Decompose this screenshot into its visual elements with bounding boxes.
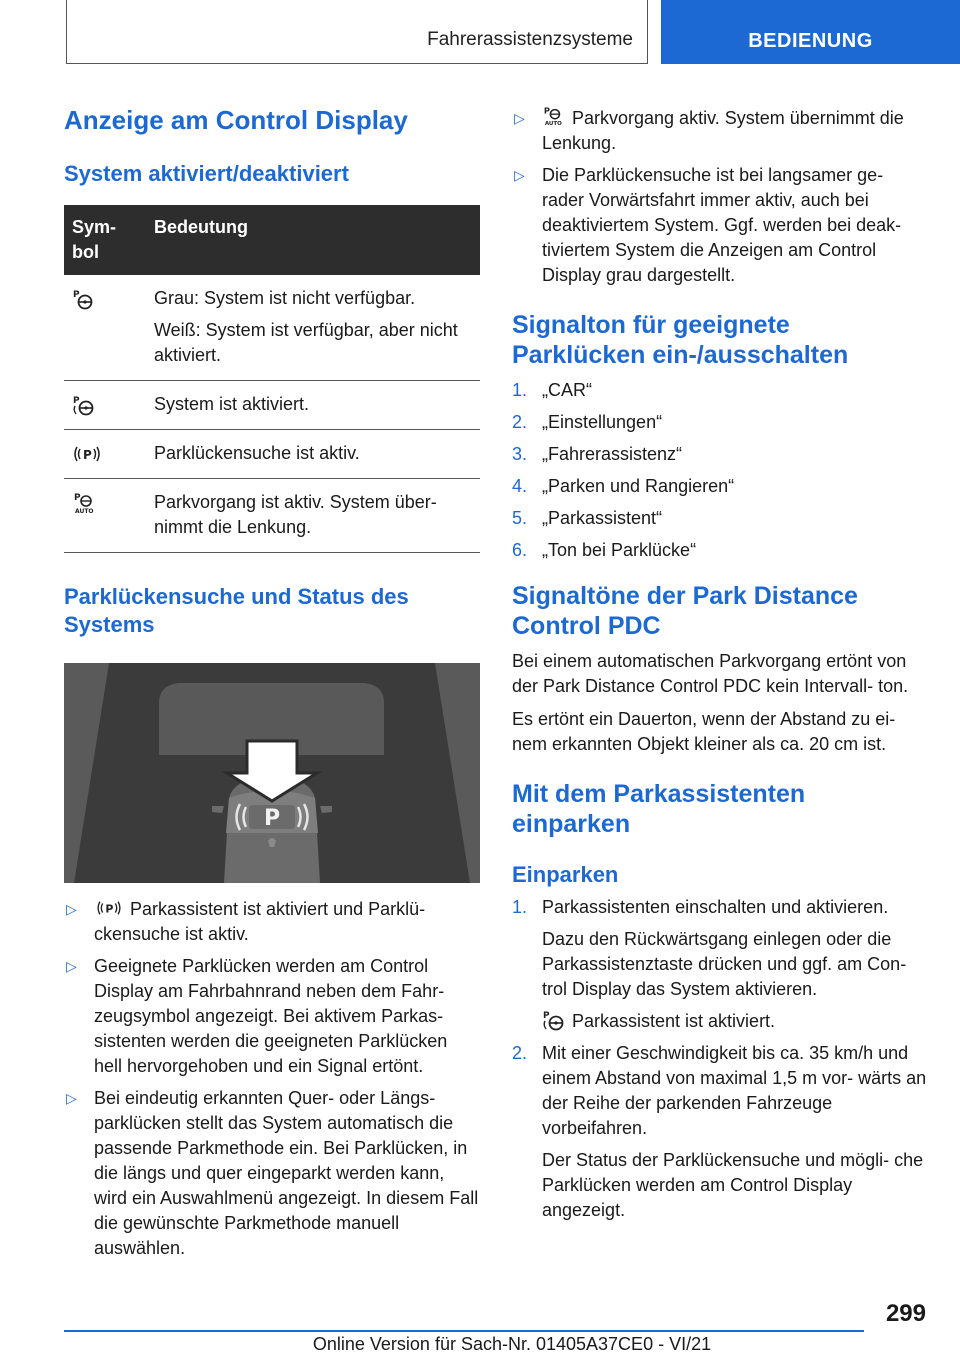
bullet-text: Parkassistent ist aktiviert und Parklü‐ ckensuche ist aktiv. xyxy=(94,899,426,944)
row4-text: Parkvorgang ist aktiv. System über‐ nimmt die Lenkung. xyxy=(154,492,437,537)
heading-pdc-tones: Signaltöne der Park Distance Control PDC xyxy=(512,582,858,640)
svg-text:P: P xyxy=(74,493,81,504)
list-item xyxy=(512,163,928,288)
list-item xyxy=(512,106,928,156)
col-symbol: Sym‐ bol xyxy=(64,205,146,275)
triangle-bullet-icon: ▷ xyxy=(514,167,525,183)
heading-park-assistant: Mit dem Parkassistenten einparken xyxy=(512,780,806,838)
left-column xyxy=(64,100,480,1268)
parking-steering-active-icon xyxy=(72,394,96,416)
triangle-bullet-icon: ▷ xyxy=(66,901,77,917)
parking-steps-list xyxy=(512,895,928,1223)
parking-search-icon xyxy=(94,898,124,918)
illustration-graphic xyxy=(64,663,480,883)
bullet-text: Die Parklückensuche ist bei langsamer ge‐ rader Vorwärtsfahrt immer aktiv, auch bei deaktiviertem System. Ggf. werden bei deak‐ tiviertem System die Anzeigen am Control Display grau dargestellt. xyxy=(542,165,902,285)
heading-einparken: Einparken xyxy=(512,862,619,887)
list-item: 5. „Parkassistent“ xyxy=(512,508,663,528)
list-item: 6. „Ton bei Parklücke“ xyxy=(512,540,697,560)
triangle-bullet-icon: ▷ xyxy=(66,1090,77,1106)
svg-text:P: P xyxy=(73,396,80,407)
heading-system-status: System aktiviert/deaktiviert xyxy=(64,161,349,186)
heading-signal-tone: Signalton für geeignete Parklücken ein-/ausschalten xyxy=(512,311,849,369)
list-item xyxy=(64,1086,480,1261)
list-item: 4. „Parken und Rangieren“ xyxy=(512,476,735,496)
svg-text:P: P xyxy=(105,902,114,916)
svg-text:P: P xyxy=(543,1011,550,1022)
bullet-text: Bei eindeutig erkannten Quer- oder Längs‐ parklücken stellt das System automatisch die passende Parkmethode ein. Bei Parklücken, in die längs und quer eingeparkt werden kann, wird ein Auswahlmenü angezeigt. In diesem Fall die gewünschte Parkmethode manuell auswählen. xyxy=(94,1088,479,1258)
table-row xyxy=(64,479,480,553)
header-chapter-tab: BEDIENUNG xyxy=(661,0,960,64)
svg-text:AUTO: AUTO xyxy=(544,121,562,128)
list-item xyxy=(64,897,480,947)
svg-text:P: P xyxy=(73,290,80,301)
heading-search-status: Parklückensuche und Status des Systems xyxy=(64,584,409,637)
signal-steps-list xyxy=(512,378,928,563)
row1-text-white: Weiß: System ist verfügbar, aber nicht aktiviert. xyxy=(154,320,458,365)
parking-auto-icon xyxy=(72,491,98,515)
list-item: 2. „Einstellungen“ xyxy=(512,412,663,432)
parking-steering-active-icon xyxy=(542,1009,566,1031)
list-item: 1. Parkassistenten einschalten und aktivieren. Dazu den Rückwärtsgang einlegen oder die Parkassistenztaste drücken und ggf. am Con‐ trol Display das System aktivieren. P Parkassistent ist aktiviert. xyxy=(512,897,907,1031)
pdc-paragraph-2: Es ertönt ein Dauerton, wenn der Abstand zu ei‐ nem erkannten Objekt kleiner als ca. 20 cm ist. xyxy=(512,709,896,754)
table-row xyxy=(64,381,480,430)
triangle-bullet-icon: ▷ xyxy=(514,110,525,126)
bullet-text: Geeignete Parklücken werden am Control Display am Fahrbahnrand neben dem Fahr‐ zeugsymbol angezeigt. Bei aktivem Parkas‐ sistenten werden die geeigneten Parklücken hell hervorgehoben und ein Signal ertönt. xyxy=(94,956,448,1076)
svg-text:P: P xyxy=(83,448,92,463)
row1-text-grey: Grau: System ist nicht verfügbar. xyxy=(154,288,416,308)
process-bullet-list xyxy=(512,106,928,288)
page-header xyxy=(0,0,960,66)
list-item: 2. Mit einer Geschwindigkeit bis ca. 35 km/h und einem Abstand von maximal 1,5 m vor‐ wärts an der Reihe der parkenden Fahrzeuge vorbeifahren. Der Status der Parklückensuche und mögli‐ che Parklücken werden am Control Display angezeigt. xyxy=(512,1043,927,1220)
symbol-table-header xyxy=(64,205,480,275)
table-row xyxy=(64,275,480,381)
parking-steering-icon xyxy=(72,288,94,310)
col-meaning: Bedeutung xyxy=(146,205,480,275)
illustration-parking-letter: P xyxy=(263,806,281,831)
row2-text: System ist aktiviert. xyxy=(154,394,310,414)
row3-text: Parklückensuche ist aktiv. xyxy=(154,443,360,463)
list-item: 3. „Fahrerassistenz“ xyxy=(512,444,683,464)
header-section-title: Fahrerassistenzsysteme xyxy=(66,0,648,64)
heading-control-display: Anzeige am Control Display xyxy=(64,105,408,135)
svg-text:AUTO: AUTO xyxy=(75,508,94,516)
svg-text:P: P xyxy=(543,105,550,116)
table-row xyxy=(64,430,480,479)
pdc-paragraph-1: Bei einem automatischen Parkvorgang ertönt von der Park Distance Control PDC kein Intervall‐ ton. xyxy=(512,651,909,696)
footer-divider xyxy=(64,1330,864,1332)
parking-auto-icon xyxy=(542,105,566,127)
page-number: 299 xyxy=(885,1300,926,1327)
list-item: 1. „CAR“ xyxy=(512,380,592,400)
bullet-text: Parkvorgang aktiv. System übernimmt die Lenkung. xyxy=(542,108,904,153)
right-column xyxy=(512,100,928,1230)
list-item xyxy=(64,954,480,1079)
triangle-bullet-icon: ▷ xyxy=(66,958,77,974)
parking-search-icon xyxy=(72,443,102,465)
symbol-table xyxy=(64,205,480,553)
parking-display-illustration xyxy=(64,663,480,883)
footer-version-text: Online Version für Sach-Nr. 01405A37CE0 - VI/21 xyxy=(312,1334,712,1354)
status-bullet-list xyxy=(64,897,480,1261)
